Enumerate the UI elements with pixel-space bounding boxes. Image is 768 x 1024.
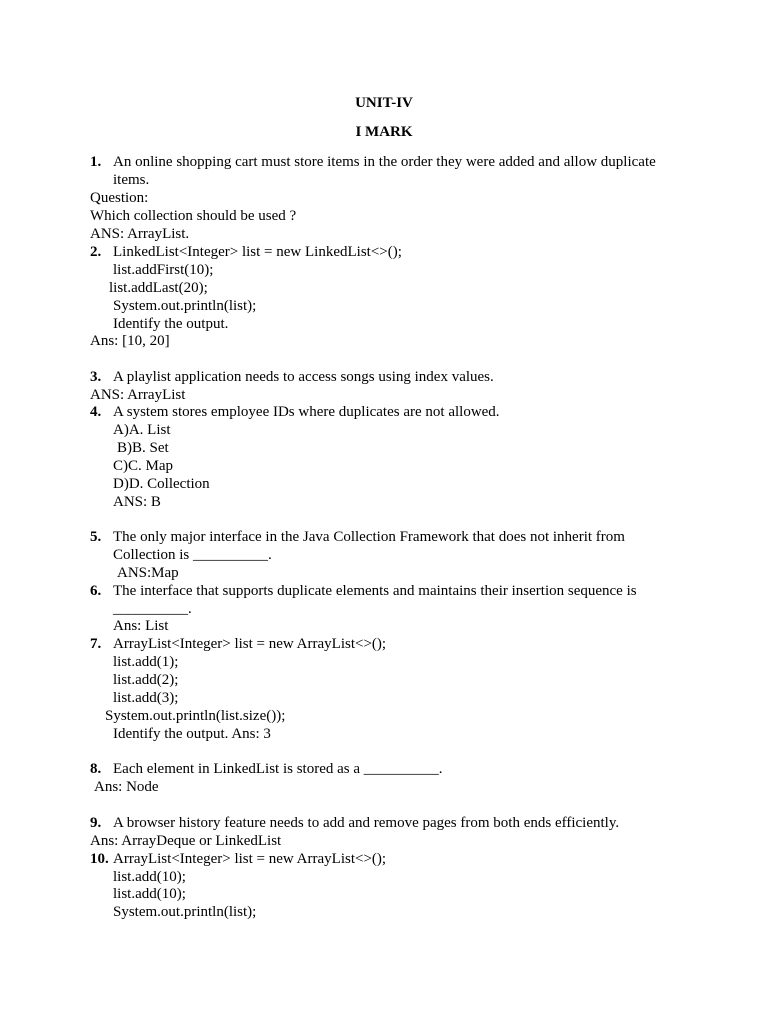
q8-text: Each element in LinkedList is stored as a __________. <box>113 761 443 777</box>
q2-number: 2. <box>90 244 102 260</box>
q4-option-b: B)B. Set <box>117 440 169 456</box>
q10-code-line3: list.add(10); <box>113 886 186 902</box>
q9-number: 9. <box>90 815 102 831</box>
q1-question: Which collection should be used ? <box>90 208 297 224</box>
q7-number: 7. <box>90 636 102 652</box>
q8-answer: Ans: Node <box>94 779 159 795</box>
q6-text-line2: __________. <box>113 601 192 617</box>
q2-code-line1: LinkedList<Integer> list = new LinkedList<>(); <box>113 244 402 260</box>
q1-text-line2: items. <box>113 172 150 188</box>
q4-option-c: C)C. Map <box>113 458 173 474</box>
unit-heading: UNIT-IV <box>355 95 413 111</box>
q5-text-line1: The only major interface in the Java Collection Framework that does not inherit from <box>113 529 625 545</box>
q6-answer: Ans: List <box>113 618 169 634</box>
q9-text: A browser history feature needs to add and remove pages from both ends efficiently. <box>113 815 620 831</box>
q10-code-line4: System.out.println(list); <box>113 904 257 920</box>
q4-answer: ANS: B <box>113 494 161 510</box>
q7-code-line4: list.add(3); <box>113 690 179 706</box>
q4-option-a: A)A. List <box>113 422 171 438</box>
q10-code-line2: list.add(10); <box>113 869 186 885</box>
q1-question-label: Question: <box>90 190 149 206</box>
q7-code-line2: list.add(1); <box>113 654 179 670</box>
q2-answer: Ans: [10, 20] <box>90 333 170 349</box>
q10-code-line1: ArrayList<Integer> list = new ArrayList<>(); <box>113 851 387 867</box>
mark-heading: I MARK <box>355 124 413 140</box>
q9-answer: Ans: ArrayDeque or LinkedList <box>90 833 282 849</box>
q4-text: A system stores employee IDs where duplicates are not allowed. <box>113 404 500 420</box>
q1-number: 1. <box>90 154 102 170</box>
q5-number: 5. <box>90 529 102 545</box>
q7-code-line3: list.add(2); <box>113 672 179 688</box>
q2-code-line3: list.addLast(20); <box>109 280 208 296</box>
q7-code-line5: System.out.println(list.size()); <box>105 708 286 724</box>
q2-prompt: Identify the output. <box>113 316 229 332</box>
q5-text-line2: Collection is __________. <box>113 547 272 563</box>
q5-answer: ANS:Map <box>117 565 179 581</box>
q6-number: 6. <box>90 583 102 599</box>
q4-option-d: D)D. Collection <box>113 476 210 492</box>
q10-number: 10. <box>90 851 109 867</box>
q7-code-line1: ArrayList<Integer> list = new ArrayList<>(); <box>113 636 387 652</box>
q3-answer: ANS: ArrayList <box>90 387 186 403</box>
q3-text: A playlist application needs to access songs using index values. <box>113 369 494 385</box>
q4-number: 4. <box>90 404 102 420</box>
q2-code-line4: System.out.println(list); <box>113 298 257 314</box>
q8-number: 8. <box>90 761 102 777</box>
q1-answer: ANS: ArrayList. <box>90 226 190 242</box>
q2-code-line2: list.addFirst(10); <box>113 262 214 278</box>
q7-prompt: Identify the output. Ans: 3 <box>113 726 271 742</box>
q6-text-line1: The interface that supports duplicate elements and maintains their insertion sequence is <box>113 583 637 599</box>
q1-text-line1: An online shopping cart must store items in the order they were added and allow duplicate <box>113 154 656 170</box>
q3-number: 3. <box>90 369 102 385</box>
